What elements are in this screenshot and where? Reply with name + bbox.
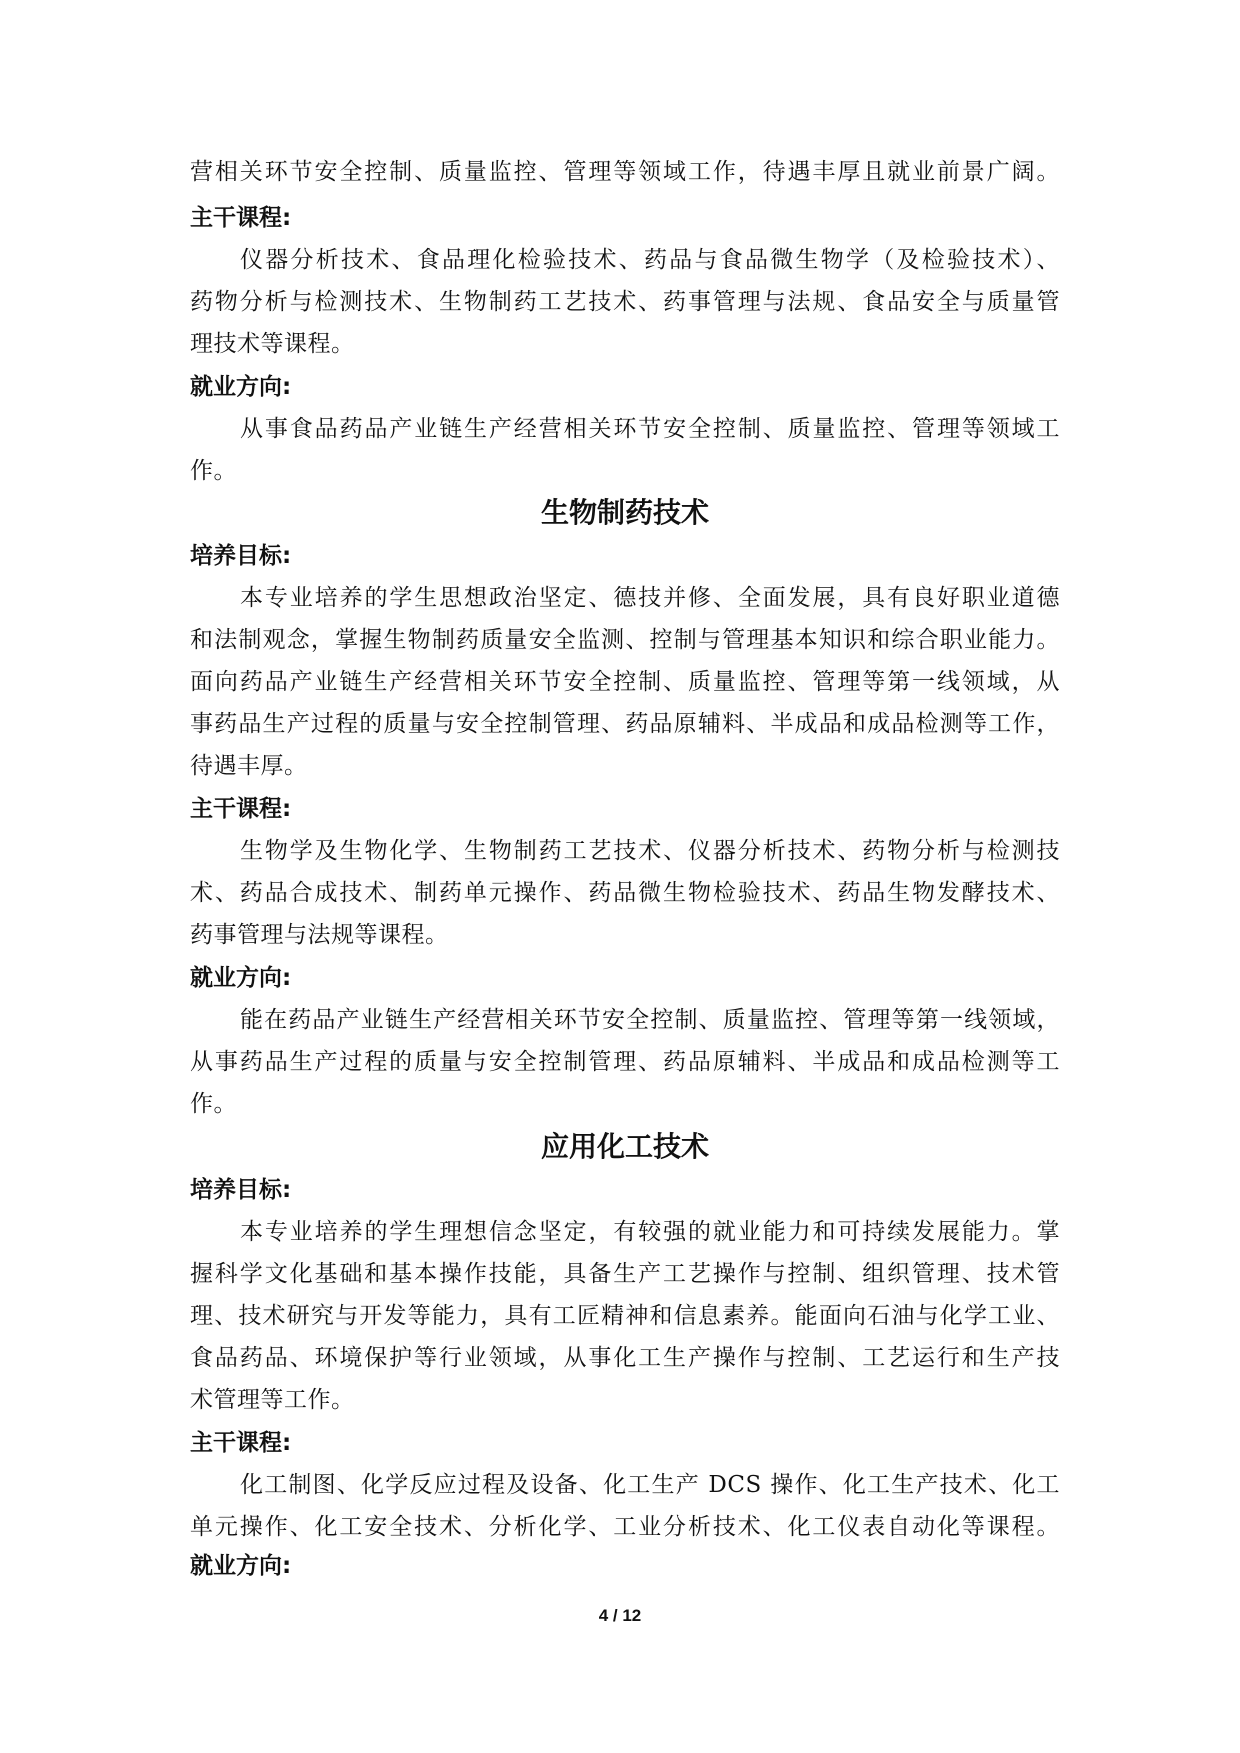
goal-line: 本专业培养的学生思想政治坚定、德技并修、全面发展，具有良好职业道德 xyxy=(240,585,1060,611)
goal-line: 理、技术研究与开发等能力，具有工匠精神和信息素养。能面向石油与化学工业、 xyxy=(190,1303,1060,1329)
career-line: 作。 xyxy=(190,1091,237,1117)
courses-line: 化工制图、化学反应过程及设备、化工生产 DCS 操作、化工生产技术、化工 xyxy=(240,1472,1060,1498)
section-title: 生物制药技术 xyxy=(540,496,709,529)
career-line: 能在药品产业链生产经营相关环节安全控制、质量监控、管理等第一线领域， xyxy=(240,1007,1060,1033)
goal-line: 术管理等工作。 xyxy=(190,1387,355,1413)
career-label: 就业方向: xyxy=(190,1553,292,1579)
courses-line: 生物学及生物化学、生物制药工艺技术、仪器分析技术、药物分析与检测技 xyxy=(240,838,1060,864)
goal-line: 食品药品、环境保护等行业领域，从事化工生产操作与控制、工艺运行和生产技 xyxy=(190,1345,1060,1371)
courses-line: 单元操作、化工安全技术、分析化学、工业分析技术、化工仪表自动化等课程。 xyxy=(190,1514,1060,1540)
career-line: 作。 xyxy=(190,458,237,484)
page-number: 4 / 12 xyxy=(598,1606,642,1625)
courses-line: 仪器分析技术、食品理化检验技术、药品与食品微生物学（及检验技术）、 xyxy=(240,247,1060,273)
goal-line: 和法制观念，掌握生物制药质量安全监测、控制与管理基本知识和综合职业能力。 xyxy=(190,627,1060,653)
goal-line: 待遇丰厚。 xyxy=(190,753,308,779)
intro-line: 营相关环节安全控制、质量监控、管理等领域工作，待遇丰厚且就业前景广阔。 xyxy=(190,159,1060,185)
goal-label: 培养目标: xyxy=(190,1177,292,1203)
career-line: 从事药品生产过程的质量与安全控制管理、药品原辅料、半成品和成品检测等工 xyxy=(190,1049,1060,1075)
courses-line: 药事管理与法规等课程。 xyxy=(190,922,449,948)
courses-line: 药物分析与检测技术、生物制药工艺技术、药事管理与法规、食品安全与质量管 xyxy=(190,289,1060,315)
career-label: 就业方向: xyxy=(190,965,292,991)
goal-line: 面向药品产业链生产经营相关环节安全控制、质量监控、管理等第一线领域，从 xyxy=(190,669,1060,695)
courses-line: 术、药品合成技术、制药单元操作、药品微生物检验技术、药品生物发酵技术、 xyxy=(190,880,1060,906)
career-label: 就业方向: xyxy=(190,374,292,400)
section-title: 应用化工技术 xyxy=(540,1130,709,1163)
goal-line: 握科学文化基础和基本操作技能，具备生产工艺操作与控制、组织管理、技术管 xyxy=(190,1261,1060,1287)
courses-label: 主干课程: xyxy=(190,796,292,822)
goal-line: 事药品生产过程的质量与安全控制管理、药品原辅料、半成品和成品检测等工作， xyxy=(190,711,1060,737)
courses-label: 主干课程: xyxy=(190,1430,292,1456)
goal-line: 本专业培养的学生理想信念坚定，有较强的就业能力和可持续发展能力。掌 xyxy=(240,1219,1060,1245)
courses-label: 主干课程: xyxy=(190,205,292,231)
courses-line: 理技术等课程。 xyxy=(190,331,355,357)
career-line: 从事食品药品产业链生产经营相关环节安全控制、质量监控、管理等领域工 xyxy=(240,416,1060,442)
goal-label: 培养目标: xyxy=(190,543,292,569)
